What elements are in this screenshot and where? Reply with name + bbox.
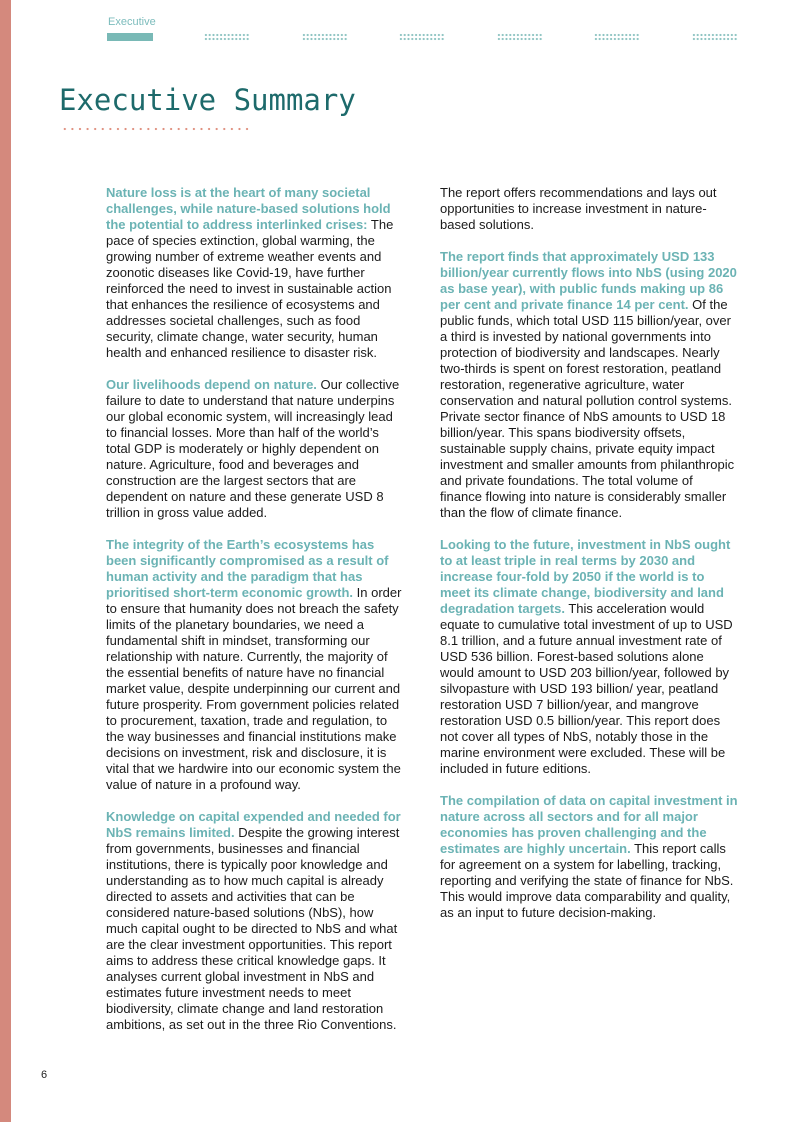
paragraph-nature-loss: [106, 185, 406, 361]
paragraph-body: This report calls for agreement on a system for labelling, tracking, reporting and verifying the state of finance for NbS. This would improve data comparability and quality, as an input to future decision-making.: [440, 841, 734, 920]
paragraph-body: Of the public funds, which total USD 115 billion/year, over a third is invested by national governments into protection of biodiversity and landscapes. Nearly two-thirds is spent on forest restoration, peatland restoration, regenerative agriculture, water conservation and natural pollution control systems. Private sector finance of NbS amounts to USD 18 billion/year. This spans biodiversity offsets, sustainable supply chains, private equity impact investment and smaller amounts from philanthropic and private foundations. The total volume of finance flowing into nature is considerably smaller than the flow of climate finance.: [440, 297, 735, 520]
nav-indicator-6[interactable]: [594, 33, 640, 41]
paragraph-livelihoods: [106, 377, 406, 521]
nav-indicator-2[interactable]: [204, 33, 250, 41]
paragraph-lead: Nature loss is at the heart of many societal challenges, while nature-based solutions hold the potential to address interlinked crises:: [106, 185, 391, 232]
paragraph-knowledge: [106, 809, 406, 1033]
paragraph-body: The pace of species extinction, global warming, the growing number of extreme weather events and zoonotic diseases like Covid-19, have further reinforced the need to invest in sustainable action that enhances the resilience of ecosystems and addresses societal challenges, such as food security, climate change, water security, human health and enhanced resilience to disaster risk.: [106, 217, 394, 360]
paragraph-body: The report offers recommendations and lays out opportunities to increase investment in nature-based solutions.: [440, 185, 717, 232]
paragraph-body: Our collective failure to date to understand that nature underpins our global economic system, will increasingly lead to financial losses. More than half of the world’s total GDP is moderately or highly dependent on nature. Agriculture, food and beverages and construction are the largest sectors that are dependent on nature and these generate USD 8 trillion in gross value added.: [106, 377, 400, 520]
left-accent-bar: [0, 0, 11, 1122]
nav-section-label: Executive: [108, 16, 156, 28]
paragraph-lead: The integrity of the Earth’s ecosystems has been significantly compromised as a result of human activity and the paradigm that has prioritised short-term economic growth.: [106, 537, 389, 600]
paragraph-lead: Our livelihoods depend on nature.: [106, 377, 317, 392]
paragraph-body: Despite the growing interest from governments, businesses and financial institutions, there is typically poor knowledge and understanding as to how much capital is already directed to assets and activities that can be considered nature-based solutions (NbS), how much capital ought to be directed to NbS and what are the clear investment opportunities. This report aims to address these critical knowledge gaps. It analyses current global investment in NbS and estimates future investment needs to meet biodiversity, climate change and land restoration ambitions, as set out in the three Rio Conventions.: [106, 825, 400, 1032]
nav-indicator-3[interactable]: [302, 33, 348, 41]
nav-indicator-7[interactable]: [692, 33, 738, 41]
paragraph-data-compilation: [440, 793, 738, 921]
nav-indicator-4[interactable]: [399, 33, 445, 41]
nav-indicator-5[interactable]: [497, 33, 543, 41]
nav-active-indicator[interactable]: [107, 33, 153, 41]
page-number: 6: [41, 1069, 48, 1081]
right-column: [440, 185, 738, 937]
paragraph-body: In order to ensure that humanity does not breach the safety limits of the planetary boundaries, we need a fundamental shift in mindset, transforming our relationship with nature. Currently, the majority of the essential benefits of nature have no financial market value, despite underpinning our current and future prosperity. From government policies related to procurement, taxation, trade and regulation, to the way businesses and financial institutions make decisions on investment, risk and disclosure, it is vital that we hardwire into our economic system the value of nature in a profound way.: [106, 585, 402, 792]
paragraph-body: This acceleration would equate to cumulative total investment of up to USD 8.1 trillion, and a future annual investment rate of USD 536 billion. Forest-based solutions alone would amount to USD 203 billion/year, followed by silvopasture with USD 193 billion/ year, peatland restoration USD 7 billion/year, and mangrove restoration USD 0.5 billion/year. This report does not cover all types of NbS, notably those in the marine environment were excluded. These will be included in future editions.: [440, 601, 733, 776]
paragraph-lead: The compilation of data on capital investment in nature across all sectors and for all major economies has proven challenging and the estimates are highly uncertain.: [440, 793, 738, 856]
page-title: Executive Summary: [59, 83, 356, 117]
paragraph-future-investment: [440, 537, 738, 777]
title-underline-dots: [61, 127, 251, 131]
paragraph-recommendations: [440, 185, 738, 233]
left-column: [106, 185, 406, 1049]
paragraph-lead: Looking to the future, investment in NbS ought to at least triple in real terms by 2030 and increase four-fold by 2050 if the world is to meet its climate change, biodiversity and land degradation targets.: [440, 537, 731, 616]
paragraph-lead: The report finds that approximately USD 133 billion/year currently flows into NbS (using 2020 as base year), with public funds making up 86 per cent and private finance 14 per cent.: [440, 249, 737, 312]
paragraph-lead: Knowledge on capital expended and needed for NbS remains limited.: [106, 809, 401, 840]
paragraph-ecosystems: [106, 537, 406, 793]
paragraph-current-flows: [440, 249, 738, 521]
